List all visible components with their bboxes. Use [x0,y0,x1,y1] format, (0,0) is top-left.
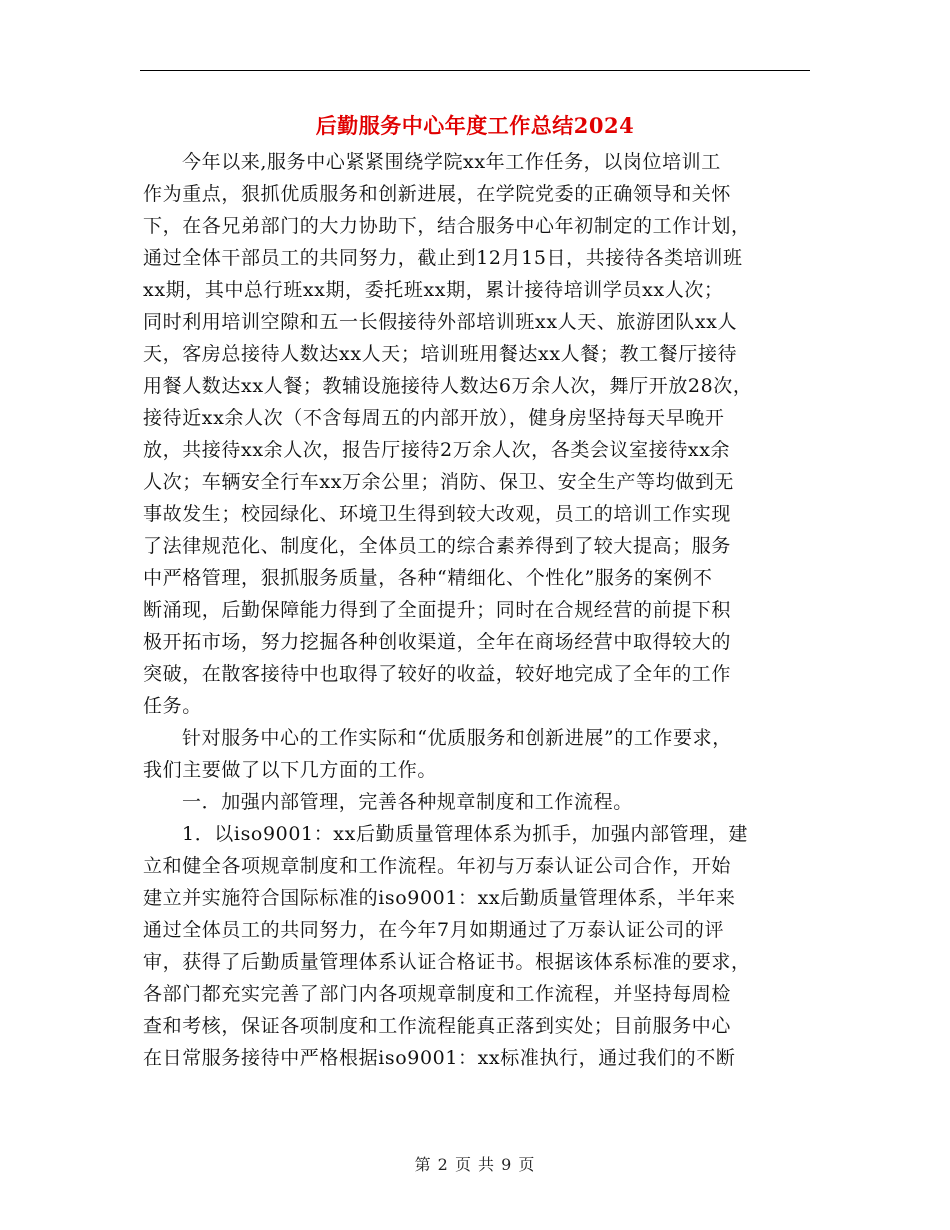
body-line-5: xx期，其中总行班xx期，委托班xx期，累计接待培训学员xx人次； [143,279,724,301]
body-line-17: 突破，在散客接待中也取得了较好的收益，较好地完成了全年的工作 [143,663,732,685]
document-title: 后勤服务中心年度工作总结2024 [315,113,635,138]
body-line-8: 用餐人数达xx人餐；教辅设施接待人数达6万余人次，舞厅开放28次， [143,375,753,397]
body-line-23: 立和健全各项规章制度和工作流程。年初与万泰认证公司合作，开始 [143,855,732,877]
body-line-24: 建立并实施符合国际标准的iso9001：xx后勤质量管理体系，半年来 [143,887,736,909]
body-line-27: 各部门都充实完善了部门内各项规章制度和工作流程，并坚持每周检 [143,983,732,1005]
header-rule [140,70,810,71]
body-line-29: 在日常服务接待中严格根据iso9001：xx标准执行，通过我们的不断 [143,1047,736,1069]
body-line-6: 同时利用培训空隙和五一长假接待外部培训班xx人天、旅游团队xx人 [143,311,738,333]
body-line-15: 断涌现，后勤保障能力得到了全面提升；同时在合规经营的前提下积 [143,599,732,621]
body-line-20: 我们主要做了以下几方面的工作。 [143,759,438,781]
body-line-3: 下，在各兄弟部门的大力协助下，结合服务中心年初制定的工作计划， [143,215,751,237]
body-line-19: 针对服务中心的工作实际和“优质服务和创新进展”的工作要求， [182,727,732,749]
body-line-11: 人次；车辆安全行车xx万余公里；消防、保卫、安全生产等均做到无 [143,471,735,493]
page-number: 第 2 页 共 9 页 [414,1155,536,1174]
body-line-12: 事故发生；校园绿化、环境卫生得到较大改观，员工的培训工作实现 [143,503,732,525]
body-line-22: 1．以iso9001：xx后勤质量管理体系为抓手，加强内部管理，建 [182,823,748,845]
body-line-1: 今年以来,服务中心紧紧围绕学院xx年工作任务，以岗位培训工 [182,151,721,173]
body-line-18: 任务。 [143,695,202,717]
body-line-7: 天，客房总接待人数达xx人天；培训班用餐达xx人餐；教工餐厅接待 [143,343,738,365]
body-line-25: 通过全体员工的共同努力，在今年7月如期通过了万泰认证公司的评 [143,919,725,941]
body-line-28: 查和考核，保证各项制度和工作流程能真正落到实处；目前服务中心 [143,1015,732,1037]
section-heading-1: 一．加强内部管理，完善各种规章制度和工作流程。 [182,791,633,813]
body-line-9: 接待近xx余人次（不含每周五的内部开放），健身房坚持每天早晚开 [143,407,725,429]
body-line-10: 放，共接待xx余人次，报告厅接待2万余人次，各类会议室接待xx余 [143,439,731,461]
body-line-2: 作为重点，狠抓优质服务和创新进展，在学院党委的正确领导和关怀 [143,183,732,205]
body-line-14: 中严格管理，狠抓服务质量，各种“精细化、个性化”服务的案例不 [143,567,713,589]
body-line-26: 审，获得了后勤质量管理体系认证合格证书。根据该体系标准的要求， [143,951,751,973]
body-line-13: 了法律规范化、制度化，全体员工的综合素养得到了较大提高；服务 [143,535,732,557]
body-line-4: 通过全体干部员工的共同努力，截止到12月15日，共接待各类培训班 [143,247,743,269]
body-line-16: 极开拓市场，努力挖掘各种创收渠道，全年在商场经营中取得较大的 [143,631,732,653]
